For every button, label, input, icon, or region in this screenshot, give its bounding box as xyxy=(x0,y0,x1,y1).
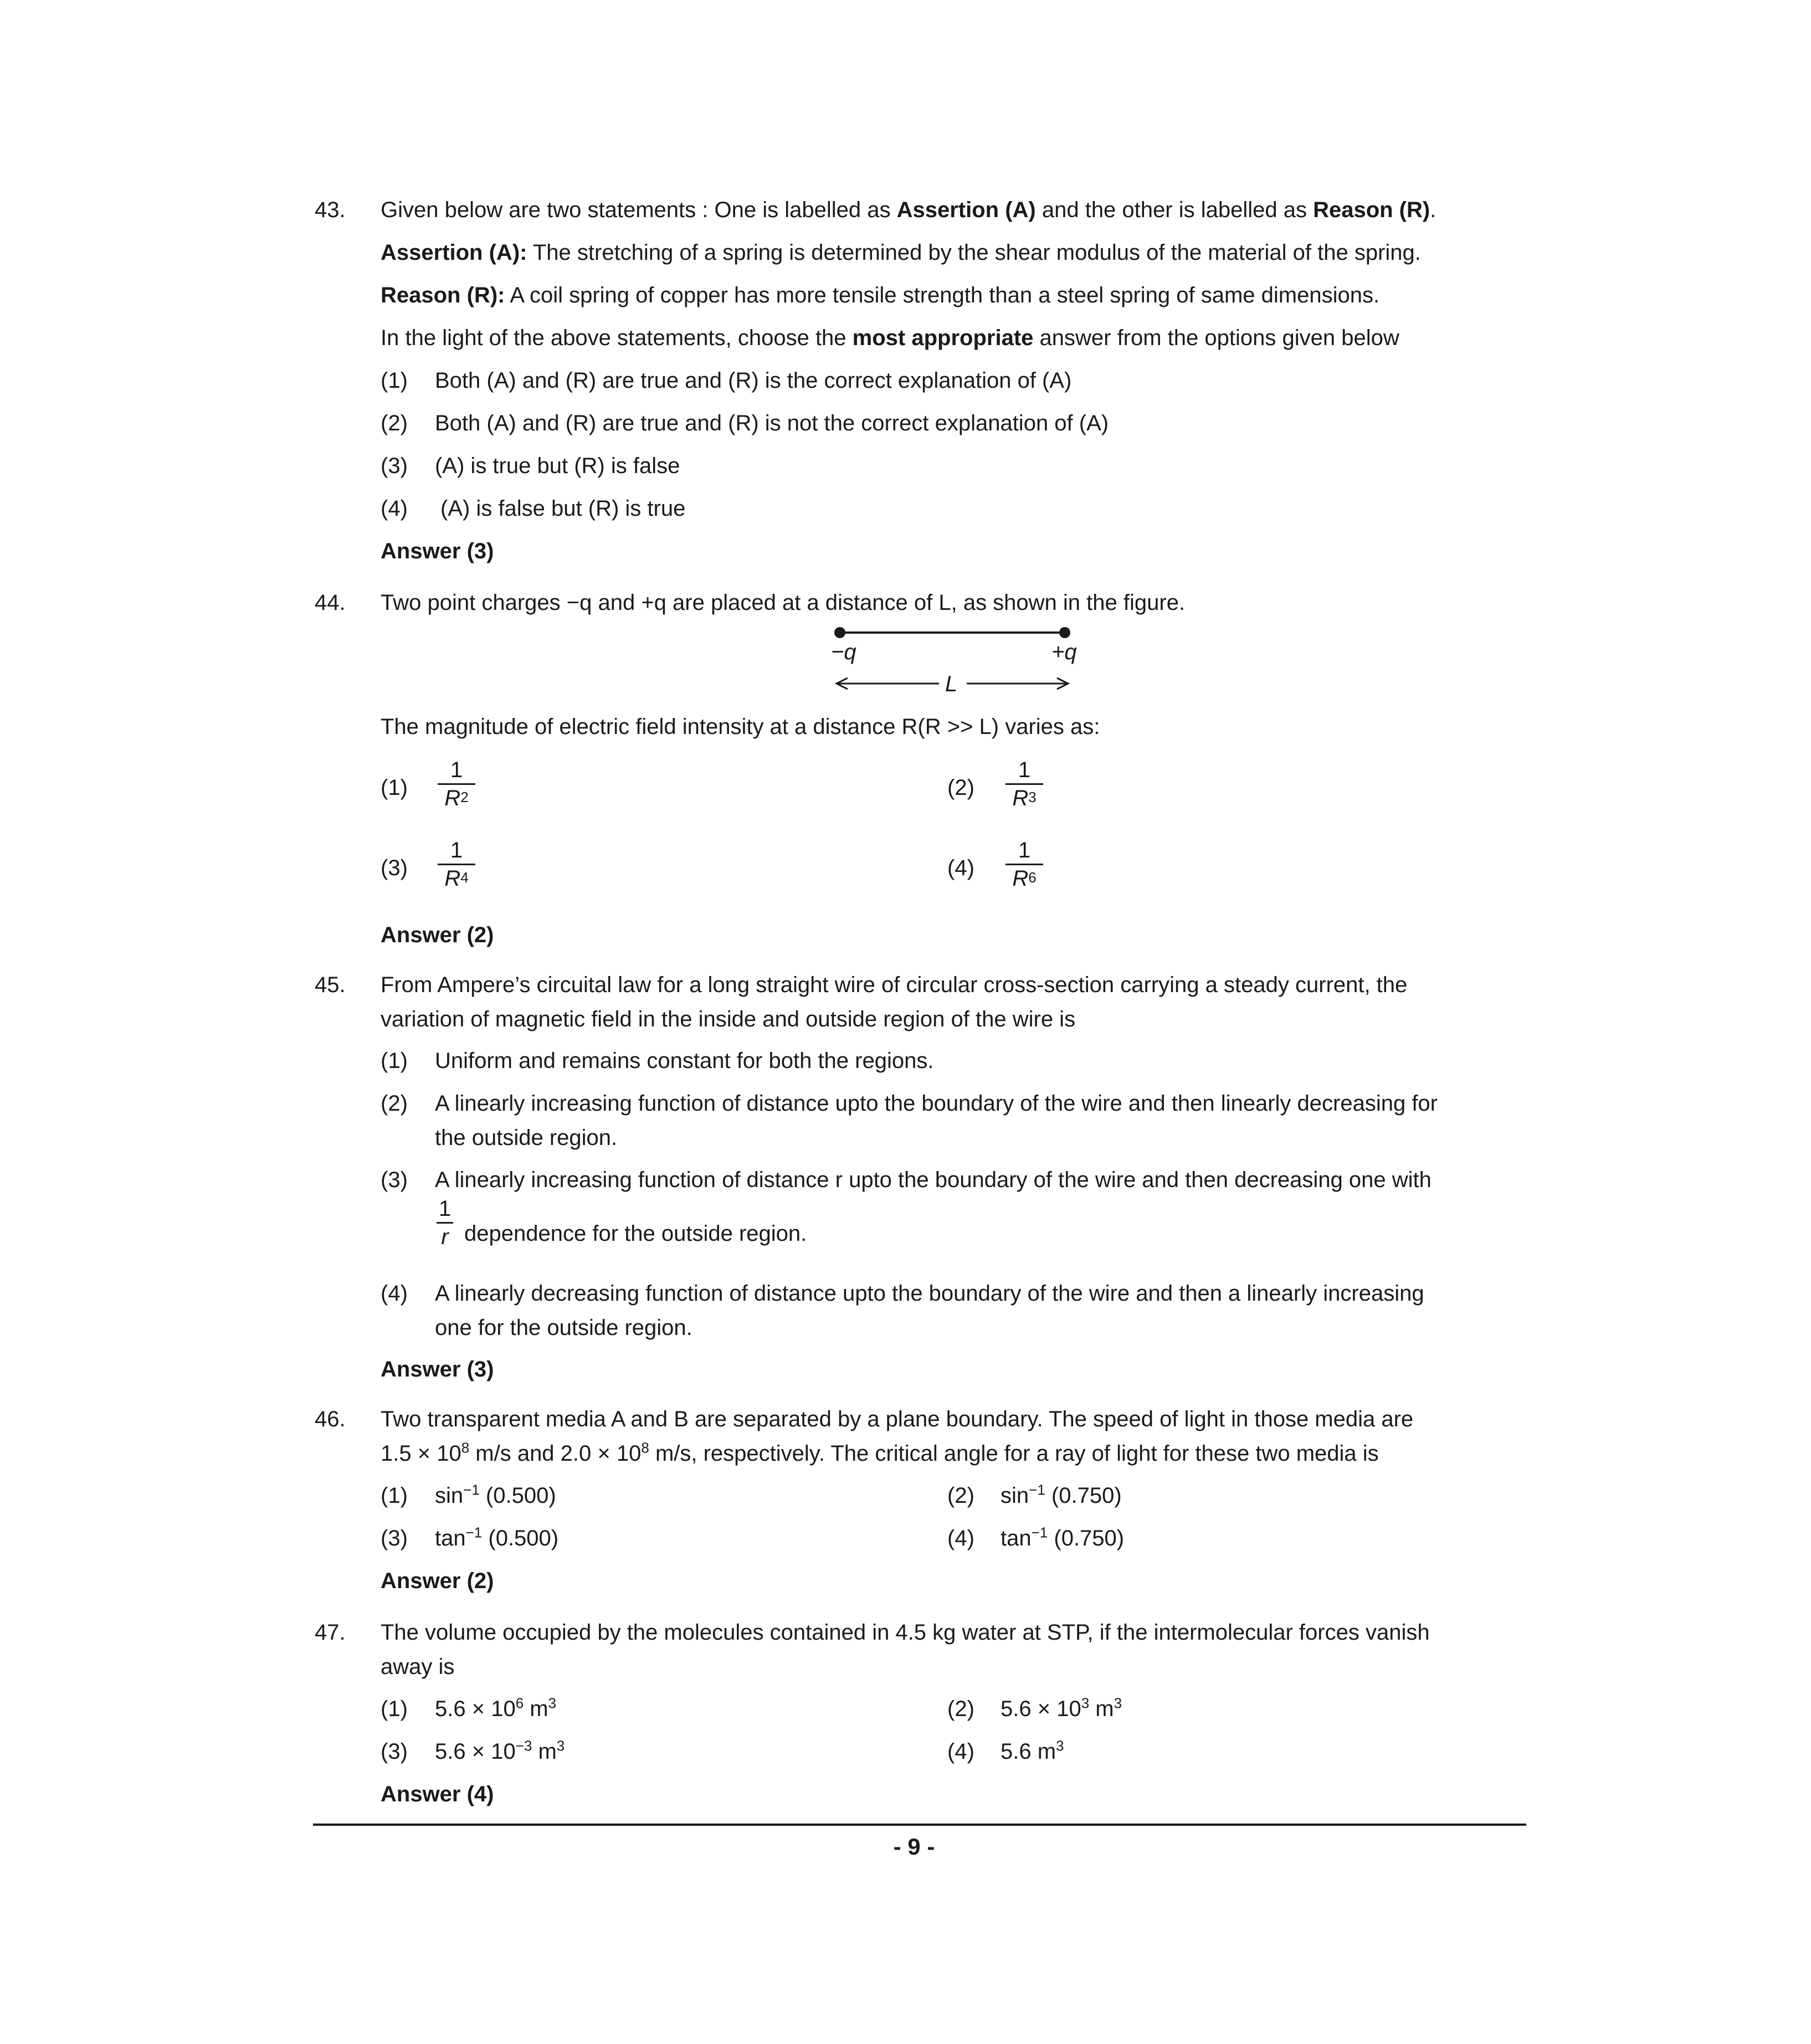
option-text-continued: dependence for the outside region. xyxy=(464,1221,807,1246)
option-text: $\tan^{-1} (0.500)$ xyxy=(435,1524,559,1550)
option-text: (A) is false but (R) is true xyxy=(440,496,686,521)
question-stem-continued: variation of magnetic field in the inside and outside region of the wire is xyxy=(381,1007,1076,1031)
question-stem: From Ampere’s circuital law for a long straight wire of circular cross-section carrying a steady current, the xyxy=(381,973,1408,997)
answer-label: Answer (3) xyxy=(381,539,494,563)
option-number: (1) xyxy=(381,1049,408,1073)
footer-divider xyxy=(313,1824,1526,1826)
question-stem: The volume occupied by the molecules contained in 4.5 kg water at STP, if the intermolecular forces vanish xyxy=(381,1620,1430,1645)
option-text: (A) is true but (R) is false xyxy=(435,454,680,478)
answer-label: Answer (2) xyxy=(381,1569,494,1593)
option-number: (4) xyxy=(381,496,408,521)
fraction-option: 1 $R^4$ xyxy=(438,838,475,891)
question-stem: Two transparent media A and B are separated by a plane boundary. The speed of light in those media are xyxy=(381,1407,1414,1431)
fraction-option: 1 $R^3$ xyxy=(1005,758,1043,810)
fraction-option: 1 $R^2$ xyxy=(438,758,475,810)
option-number: (4) xyxy=(381,1281,408,1306)
positive-charge-dot xyxy=(1059,627,1070,638)
option-text: $5.6 \times 10^3$ $m^3$ xyxy=(1001,1694,1122,1721)
option-number: (2) xyxy=(947,776,974,800)
positive-charge-label: +q xyxy=(1051,640,1077,664)
option-number: (3) xyxy=(381,856,408,880)
option-number: (3) xyxy=(381,454,408,478)
option-text: A linearly increasing function of distance upto the boundary of the wire and then linearly decreasing for xyxy=(435,1091,1438,1116)
question-number: 43. xyxy=(315,198,346,222)
option-number: (4) xyxy=(947,1526,974,1550)
option-text: 5.6 $m^3$ xyxy=(1001,1737,1064,1764)
assertion-statement: Assertion (A): The stretching of a spring is determined by the shear modulus of the material of the spring. xyxy=(381,240,1421,265)
option-text: $\sin^{-1} (0.500)$ xyxy=(435,1481,556,1508)
option-text-continued: the outside region. xyxy=(435,1126,618,1150)
option-text: A linearly decreasing function of distance upto the boundary of the wire and then a linearly increasing xyxy=(435,1281,1424,1306)
option-text: Uniform and remains constant for both the regions. xyxy=(435,1049,934,1073)
option-text: Both (A) and (R) are true and (R) is the correct explanation of (A) xyxy=(435,368,1072,393)
option-number: (1) xyxy=(381,776,408,800)
answer-label: Answer (4) xyxy=(381,1782,494,1806)
option-number: (3) xyxy=(381,1168,408,1192)
option-number: (2) xyxy=(947,1483,974,1508)
question-number: 44. xyxy=(315,590,346,615)
length-label: L xyxy=(945,672,958,696)
option-number: (4) xyxy=(947,856,974,880)
question-stem-continued: $1.5 \times 10^8$ m/s and $2.0 \times 10^8$ m/s, respectively. The critical angle for a ray of light for these two media is xyxy=(381,1439,1379,1466)
option-number: (2) xyxy=(381,1091,408,1116)
option-text: $5.6 \times 10^{-3}$ $m^3$ xyxy=(435,1737,565,1764)
option-number: (1) xyxy=(381,368,408,393)
fraction-one-over-r: 1 r xyxy=(437,1196,453,1249)
question-stem: Given below are two statements : One is labelled as Assertion (A) and the other is labelled as Reason (R). xyxy=(381,198,1437,222)
question-number: 47. xyxy=(315,1620,346,1645)
reason-statement: Reason (R): A coil spring of copper has more tensile strength than a steel spring of same dimensions. xyxy=(381,283,1380,307)
option-text: $\tan^{-1} (0.750)$ xyxy=(1001,1524,1125,1550)
question-stem: Two point charges −q and +q are placed at a distance of L, as shown in the figure. xyxy=(381,590,1186,615)
option-text: Both (A) and (R) are true and (R) is not the correct explanation of (A) xyxy=(435,411,1109,435)
option-number: (2) xyxy=(947,1697,974,1721)
dipole-figure xyxy=(803,625,1091,702)
option-number: (3) xyxy=(381,1739,408,1764)
option-number: (1) xyxy=(381,1483,408,1508)
fraction-option: 1 $R^6$ xyxy=(1005,838,1043,891)
question-stem-continued: away is xyxy=(381,1655,455,1679)
option-number: (4) xyxy=(947,1739,974,1764)
page-number: - 9 - xyxy=(893,1834,935,1860)
question-number: 45. xyxy=(315,973,346,997)
option-number: (2) xyxy=(381,411,408,435)
question-subtext: The magnitude of electric field intensity at a distance R(R >> L) varies as: xyxy=(381,715,1100,739)
option-number: (3) xyxy=(381,1526,408,1550)
option-text: $5.6 \times 10^6$ $m^3$ xyxy=(435,1694,557,1721)
option-text-continued: one for the outside region. xyxy=(435,1316,692,1340)
negative-charge-dot xyxy=(834,627,845,638)
question-number: 46. xyxy=(315,1407,346,1431)
answer-label: Answer (3) xyxy=(381,1357,494,1382)
negative-charge-label: −q xyxy=(831,640,856,664)
option-text: $\sin^{-1} (0.750)$ xyxy=(1001,1481,1122,1508)
question-instruction: In the light of the above statements, choose the most appropriate answer from the options given below xyxy=(381,326,1399,350)
answer-label: Answer (2) xyxy=(381,923,494,947)
option-number: (1) xyxy=(381,1697,408,1721)
option-text: A linearly increasing function of distance r upto the boundary of the wire and then decreasing one with xyxy=(435,1168,1432,1192)
